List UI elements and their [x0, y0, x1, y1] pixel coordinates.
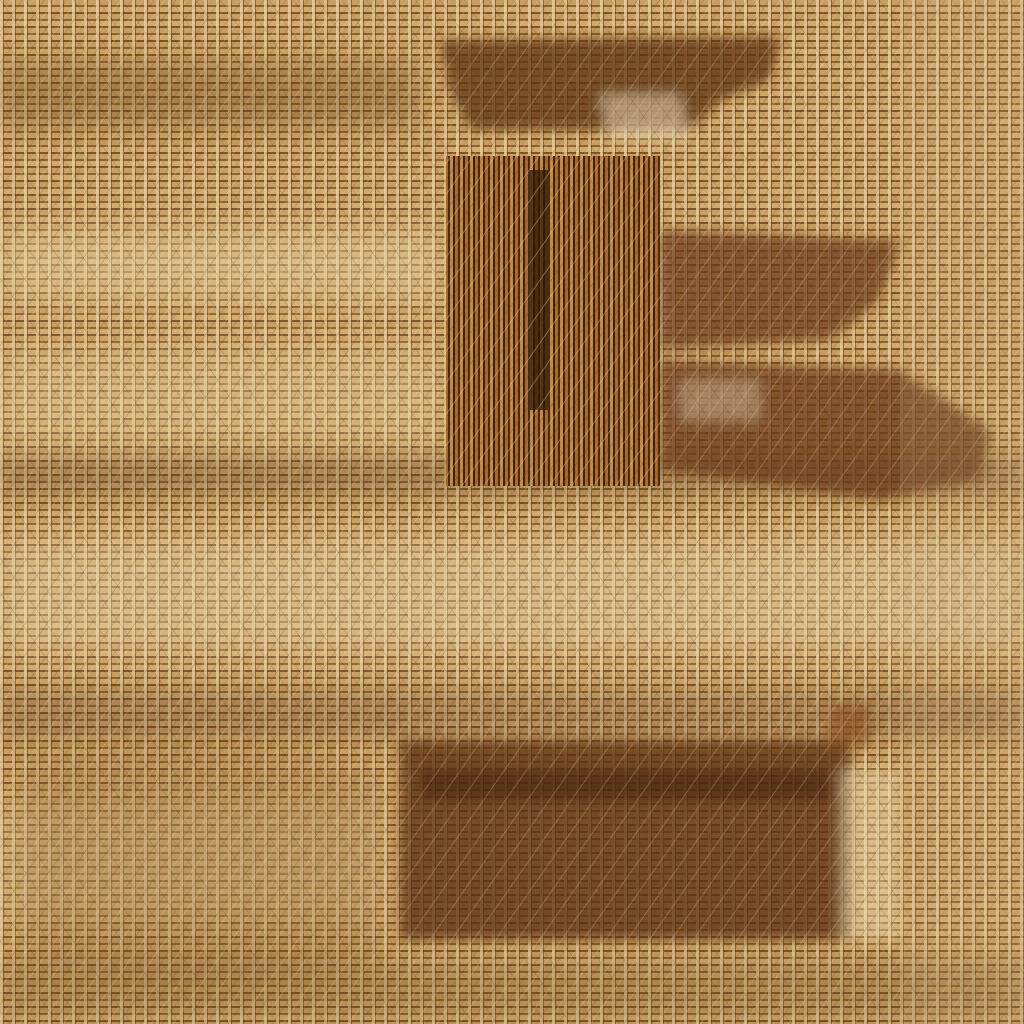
vignette-right	[900, 0, 1024, 1024]
